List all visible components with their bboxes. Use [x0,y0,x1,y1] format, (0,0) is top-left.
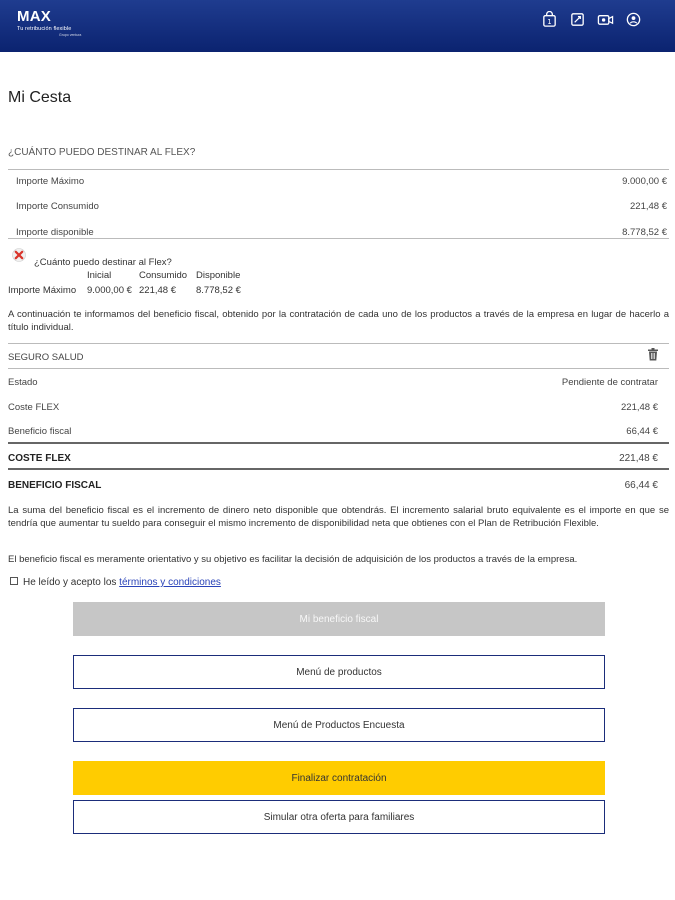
product-name: SEGURO SALUD [8,352,84,363]
header-icons [541,11,642,28]
tax-benefit-button[interactable]: Mi beneficio fiscal [73,602,605,636]
total-cost [8,453,669,464]
row-value: 221,48 € [621,402,658,413]
intro-text: A continuación te informamos del beneficio fiscal, obtenido por la contratación de cada uno de los productos a través de la empresa en lugar de hacerlo a título individual. [8,309,669,333]
logo-tagline-secondary: Grupo ventura [59,33,82,37]
terms-label [23,577,221,588]
app-header [0,0,675,52]
mini-header-consumed: Consumido [139,270,188,281]
divider [8,368,669,369]
mini-value-initial: 9.000,00 € [87,285,132,296]
logo-tagline: Tu retribución flexible [17,26,72,32]
finish-contract-button[interactable]: Finalizar contratación [73,761,605,795]
terms-link[interactable]: términos y condiciones [119,577,221,588]
divider [8,238,669,239]
divider [8,169,669,170]
basket-icon[interactable] [541,11,558,28]
total-benefit [8,480,669,491]
mini-row-label: Importe Máximo [8,285,77,296]
row-value: 66,44 € [626,426,658,437]
product-header [8,352,669,363]
trash-icon[interactable] [647,348,659,361]
flex-summary-label: ¿CUÁNTO PUEDO DESTINAR AL FLEX? [8,147,196,158]
terms-checkbox[interactable] [10,577,18,585]
settings-user-icon[interactable] [625,11,642,28]
mini-value-consumed: 221,48 € [139,285,176,296]
row-label: Estado [8,377,38,388]
product-row-benefit [8,426,669,437]
flex-row-consumed [8,201,669,212]
disclaimer-text: El beneficio fiscal es meramente orientativo y su objetivo es facilitar la decisión de adquisición de los productos a través de la empresa. [8,554,578,565]
mini-header-available: Disponible [196,270,241,281]
total-value: 66,44 € [624,480,658,491]
broken-image-icon [12,248,26,262]
page-title: Mi Cesta [8,89,72,106]
explanation-text: La suma del beneficio fiscal es el incremento de dinero neto disponible que obtendrás. El incremento salarial bruto equivalente es el importe en que se tendría que aumentar tu sueldo para conseguir el mismo incremento de disponibilidad neta que obtienes con el Plan de Retribución Flexible. [8,505,669,529]
total-label: COSTE FLEX [8,453,71,464]
row-value: 8.778,52 € [622,227,667,238]
product-row-status [8,377,669,388]
mini-header-initial: Inicial [87,270,112,281]
row-label: Coste FLEX [8,402,60,413]
document-icon[interactable] [569,11,586,28]
row-value: 9.000,00 € [622,176,667,187]
mini-table-title: ¿Cuánto puedo destinar al Flex? [34,257,172,268]
flex-row-max [8,176,669,187]
flex-row-available [8,227,669,238]
video-call-icon[interactable] [597,11,614,28]
svg-text:1: 1 [547,17,552,26]
row-value: 221,48 € [630,201,667,212]
divider [8,343,669,344]
products-menu-button[interactable]: Menú de productos [73,655,605,689]
row-label: Importe Máximo [16,176,85,187]
total-value: 221,48 € [619,453,658,464]
product-row-cost [8,402,669,413]
row-label: Importe Consumido [16,201,99,212]
status-value: Pendiente de contratar [561,377,658,388]
max-logo[interactable] [17,9,81,37]
total-label: BENEFICIO FISCAL [8,480,102,491]
simulate-family-offer-button[interactable]: Simular otra oferta para familiares [73,800,605,834]
survey-products-menu-button[interactable]: Menú de Productos Encuesta [73,708,605,742]
logo-brand: MAX [17,8,51,25]
row-label: Beneficio fiscal [8,426,72,437]
row-label: Importe disponible [16,227,94,238]
divider-thick [8,442,669,444]
divider-thick [8,468,669,470]
mini-value-available: 8.778,52 € [196,285,241,296]
terms-prefix: He leído y acepto los [23,577,120,588]
